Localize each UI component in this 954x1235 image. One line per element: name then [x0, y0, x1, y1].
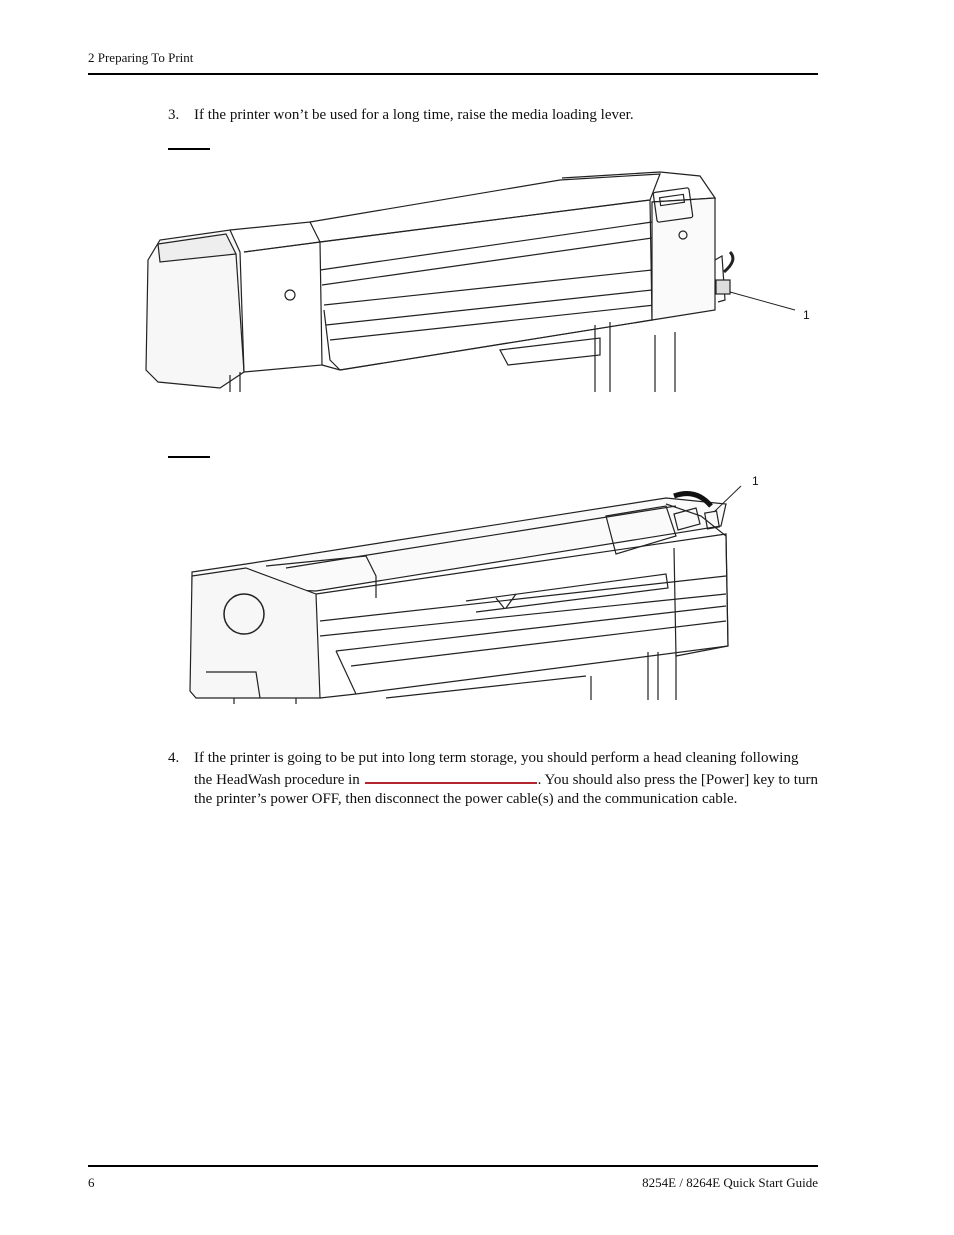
footer-rule	[88, 1165, 818, 1167]
printer-illustration-8264e	[186, 476, 746, 704]
cross-reference-link[interactable]	[365, 768, 537, 784]
figure-2-callout: 1	[752, 474, 759, 488]
printer-illustration-8254e	[140, 160, 820, 392]
figure-label-rule	[168, 148, 210, 150]
step-text-before: If the printer is going to be put into long term storage, you should perform a head cleaning following the HeadWash procedure in	[194, 750, 799, 788]
document-title: 8254E / 8264E Quick Start Guide	[642, 1175, 818, 1190]
figure-1-callout: 1	[803, 308, 810, 322]
header-rule	[88, 73, 818, 75]
figure-label-rule	[168, 456, 210, 458]
step-text	[194, 749, 818, 809]
step-number: 4.	[168, 750, 180, 766]
page-number: 6	[88, 1175, 95, 1190]
step-text-after: . You should also press the [Power] key to turn the printer’s power OFF, then disconnect the power cable(s) and the communication cable.	[194, 772, 818, 807]
step-number: 3.	[168, 107, 180, 123]
running-header: 2 Preparing To Print	[88, 50, 194, 65]
step-text: If the printer won’t be used for a long time, raise the media loading lever.	[194, 107, 634, 123]
